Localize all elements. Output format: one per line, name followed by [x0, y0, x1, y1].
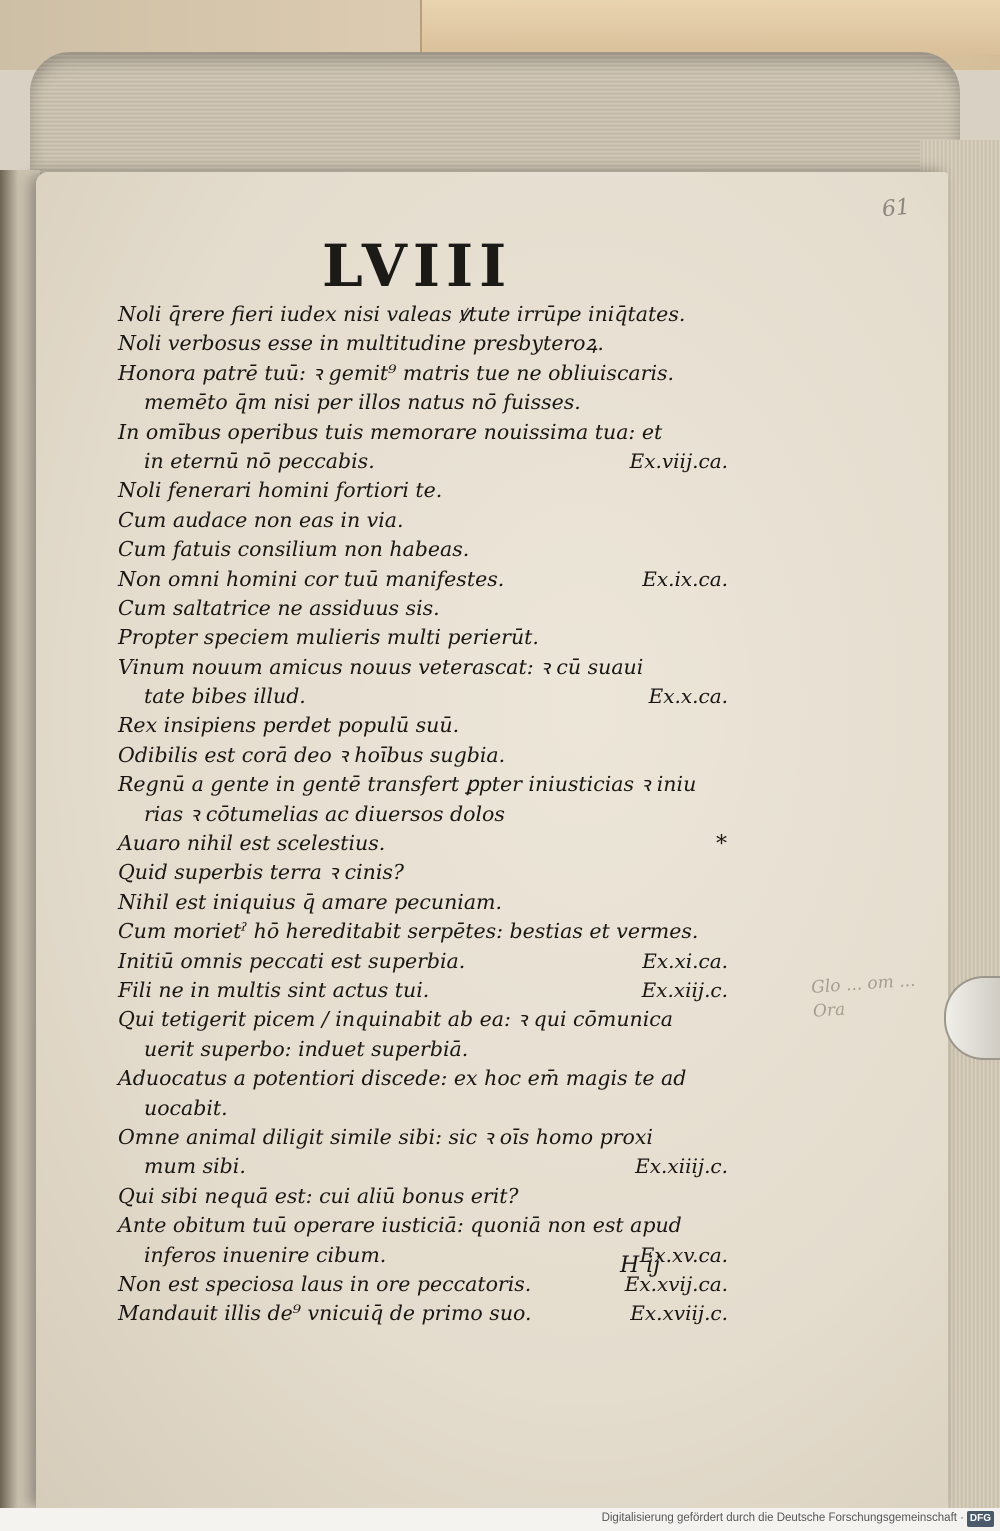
line-text: Quid superbis terra ꝛ cinis?	[118, 860, 404, 885]
line-text: Fili ne in multis sint actus tui.	[118, 977, 430, 1002]
line-text: uerit superbo: induet superbiā.	[144, 1036, 469, 1061]
asterisk-mark: *	[716, 832, 727, 857]
text-line	[118, 1064, 728, 1093]
line-text: Cum audace non eas in via.	[118, 507, 404, 532]
left-page-gutter	[0, 170, 40, 1508]
line-text: rias ꝛ cōtumelias ac diuersos dolos	[144, 801, 505, 826]
text-block	[118, 300, 728, 1329]
line-text: mum sibi.	[144, 1154, 246, 1179]
text-line	[118, 1035, 728, 1064]
text-line	[118, 1005, 728, 1034]
line-text: tate bibes illud.	[144, 684, 306, 709]
line-text: In omībus operibus tuis memorare nouissima tua: et	[118, 419, 663, 444]
chapter-reference: Ex.xv.ca.	[639, 1242, 728, 1267]
text-line	[118, 359, 728, 388]
text-line	[118, 741, 728, 770]
text-line	[118, 800, 728, 829]
chapter-reference: Ex.x.ca.	[648, 684, 728, 709]
text-line	[118, 711, 728, 740]
line-text: Non est speciosa laus in ore peccatoris.	[118, 1271, 532, 1296]
text-line	[118, 682, 728, 711]
line-text: Cum morietˀ hō hereditabit serpētes: bestias et vermes.	[118, 919, 699, 944]
line-text: Auaro nihil est scelestius.	[118, 831, 386, 856]
text-line	[118, 418, 728, 447]
line-text: Regnū a gente in gentē transfert ꝑpter iniusticias ꝛ iniu	[118, 772, 697, 797]
text-line	[118, 770, 728, 799]
cover-edge	[420, 0, 1000, 55]
line-text: Noli fenerari homini fortiori te.	[118, 478, 443, 503]
text-line	[118, 888, 728, 917]
text-line	[118, 388, 728, 417]
line-text: Cum fatuis consilium non habeas.	[118, 537, 470, 562]
line-text: inferos inuenire cibum.	[144, 1242, 387, 1267]
text-line	[118, 653, 728, 682]
text-line	[118, 1123, 728, 1152]
line-text: Vinum nouum amicus nouus veterascat: ꝛ cū suaui	[118, 654, 644, 679]
text-line	[118, 447, 728, 476]
folio-note: 61	[880, 194, 912, 223]
line-text: Non omni homini cor tuū manifestes.	[118, 566, 505, 591]
signature-mark: H ij	[620, 1253, 661, 1278]
text-line	[118, 829, 728, 858]
line-text: in eternū nō peccabis.	[144, 448, 375, 473]
text-line	[118, 976, 728, 1005]
line-text: Cum saltatrice ne assiduus sis.	[118, 595, 440, 620]
text-line	[118, 565, 728, 594]
line-text: Nihil est iniquius q̄ amare pecuniam.	[118, 889, 503, 914]
chapter-reference: Ex.xiij.c.	[641, 977, 728, 1002]
dfg-logo: DFG	[967, 1511, 994, 1527]
text-line	[118, 506, 728, 535]
text-line	[118, 858, 728, 887]
text-line	[118, 535, 728, 564]
line-text: Aduocatus a potentiori discede: ex hoc em̄ magis te ad	[118, 1066, 687, 1091]
footer-credit: Digitalisierung gefördert durch die Deutsche Forschungsgemeinschaft ·	[601, 1512, 964, 1524]
text-line	[118, 329, 728, 358]
chapter-reference: Ex.xiiij.c.	[635, 1154, 728, 1179]
line-text: Propter speciem mulieris multi perierūt.	[118, 625, 539, 650]
chapter-reference: Ex.xi.ca.	[642, 948, 728, 973]
line-text: Omne animal diligit simile sibi: sic ꝛ oīs homo proxi	[118, 1124, 653, 1149]
text-line	[118, 594, 728, 623]
chapter-reference: Ex.ix.ca.	[642, 566, 728, 591]
text-line	[118, 947, 728, 976]
chapter-reference: Ex.viij.ca.	[629, 448, 728, 473]
line-text: Initiū omnis peccati est superbia.	[118, 948, 466, 973]
page-stack	[30, 52, 960, 192]
chapter-reference: Ex.xviij.c.	[630, 1301, 728, 1326]
line-text: Ante obitum tuū operare iusticiā: quoniā non est apud	[118, 1213, 682, 1238]
text-line	[118, 917, 728, 946]
line-text: uocabit.	[144, 1095, 228, 1120]
footer-bar	[0, 1508, 1000, 1531]
line-text: Odibilis est corā deo ꝛ hoībus sugbia.	[118, 742, 506, 767]
line-text: Rex insipiens perdet populū suū.	[118, 713, 460, 738]
text-line	[118, 476, 728, 505]
line-text: Noli q̄rere fieri iudex nisi valeas ꝟtute irrūpe iniq̄tates.	[118, 302, 686, 326]
line-text: Noli verbosus esse in multitudine presbyteroꝝ.	[118, 331, 604, 356]
line-text: memēto q̄m nisi per illos natus nō fuisses.	[144, 390, 581, 415]
text-line	[118, 1094, 728, 1123]
text-line	[118, 300, 728, 329]
page-heading: LVIII	[322, 232, 513, 300]
line-text: Qui sibi nequā est: cui aliū bonus erit?	[118, 1183, 519, 1208]
text-line	[118, 623, 728, 652]
text-line	[118, 1299, 728, 1328]
text-line	[118, 1211, 728, 1240]
line-text: Qui tetigerit picem / inquinabit ab ea: ꝛ qui cōmunica	[118, 1007, 673, 1032]
chapter-reference: Ex.xvij.ca.	[624, 1271, 728, 1296]
text-line	[118, 1182, 728, 1211]
line-text: Mandauit illis de⁹ vnicuiq̄ de primo suo.	[118, 1301, 532, 1326]
line-text: Honora patrē tuū: ꝛ gemit⁹ matris tue ne obliuiscaris.	[118, 360, 675, 385]
text-line	[118, 1152, 728, 1181]
margin-note: Glo ... om ... Ora	[810, 970, 916, 1022]
